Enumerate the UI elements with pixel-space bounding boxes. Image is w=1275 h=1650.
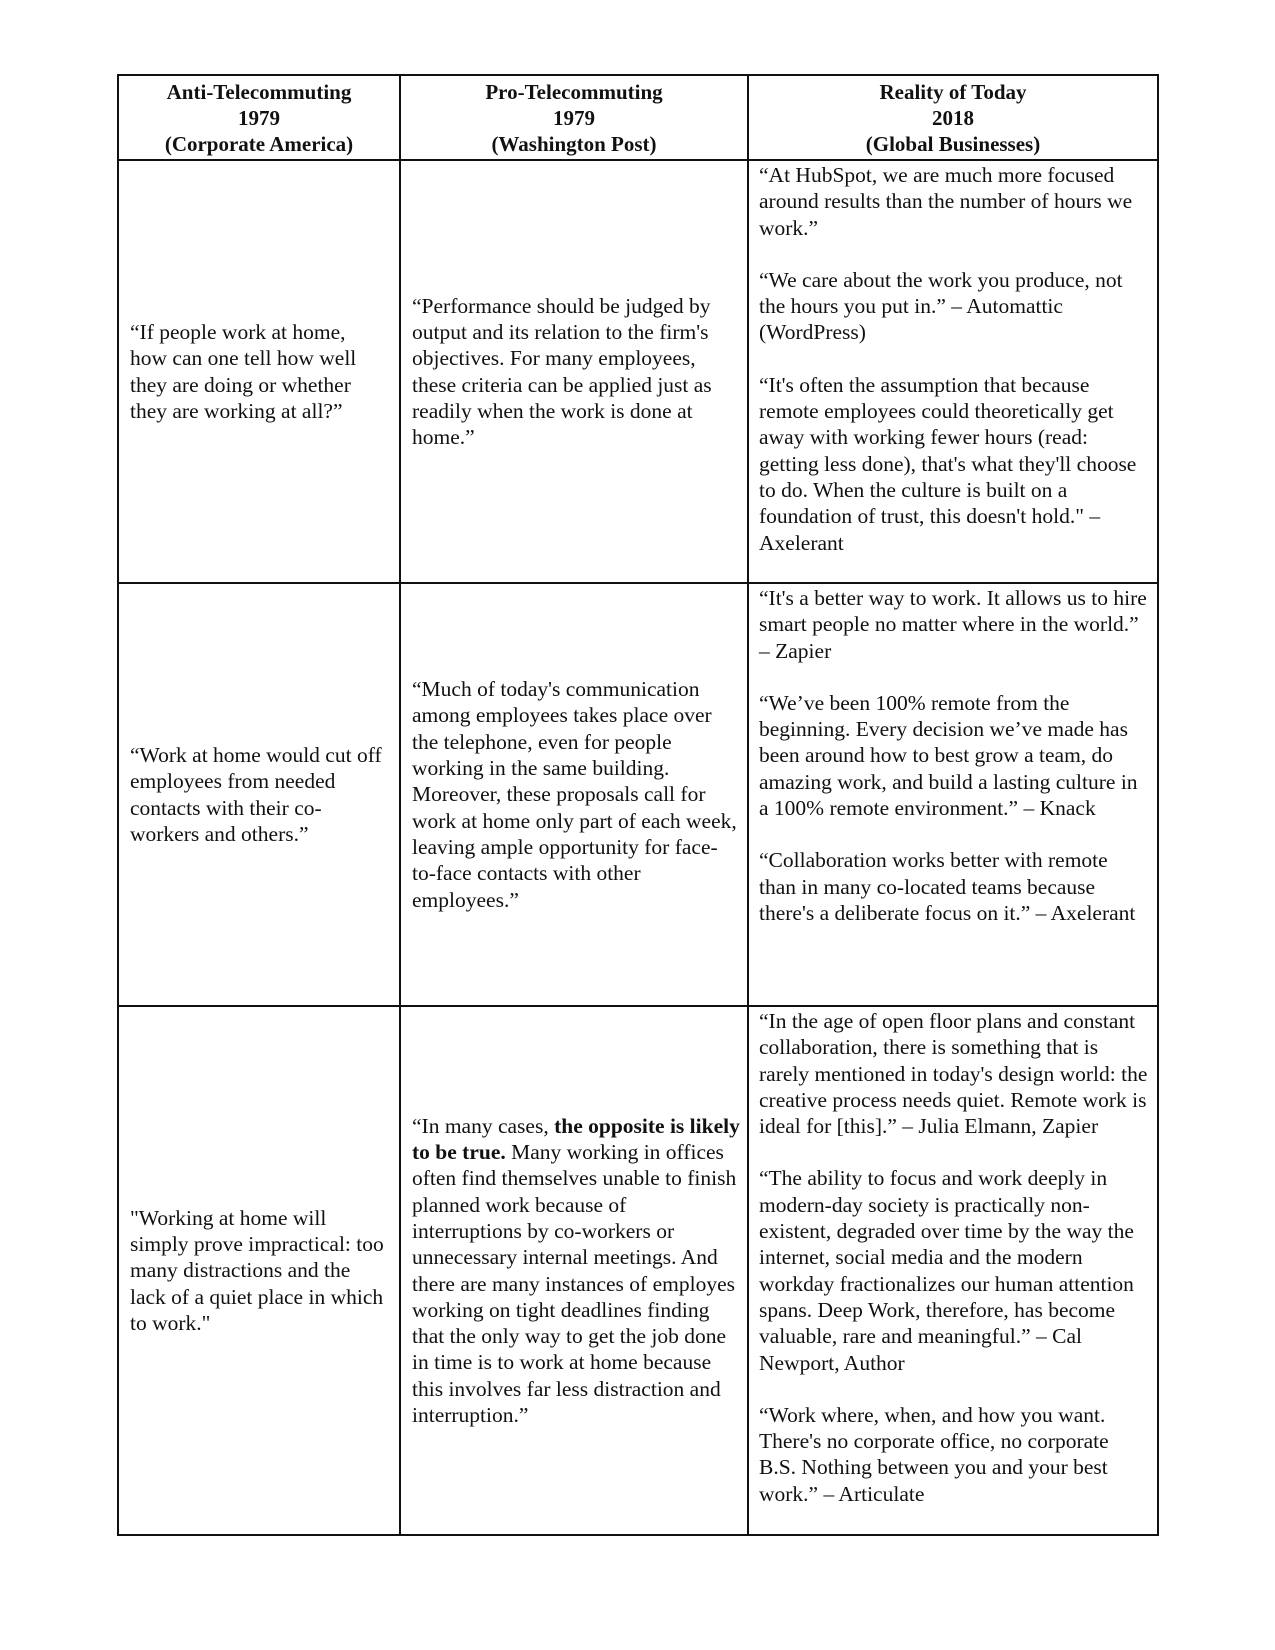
reality-quote: “We care about the work you produce, not the hours you put in.” – Automattic (WordPress) (759, 267, 1123, 345)
header-source: (Washington Post) (491, 132, 657, 156)
header-title: Pro-Telecommuting (485, 80, 663, 104)
header-pro-telecommuting (400, 75, 748, 160)
anti-quote: "Working at home will simply prove impractical: too many distractions and the lack of a quiet place in which to work." (130, 1205, 384, 1335)
reality-quote: “Collaboration works better with remote than in many co-located teams because there's a deliberate focus on it.” – Axelerant (759, 848, 1136, 925)
reality-quote: “It's a better way to work. It allows us to hire smart people no matter where in the world.” – Zapier (759, 586, 1147, 663)
header-year: 1979 (553, 106, 595, 130)
pro-quote-bold: the opposite is likely to be true. (412, 1113, 740, 1165)
table-row (118, 160, 1158, 583)
anti-quote-cell (118, 583, 400, 1006)
reality-quote: “Work where, when, and how you want. There's no corporate office, no corporate B.S. Nothing between you and your best work.” – Articulate (759, 1402, 1109, 1506)
anti-quote: “If people work at home, how can one tell how well they are doing or whether they are working at all?” (130, 319, 357, 423)
reality-quote: “In the age of open floor plans and constant collaboration, there is something that is rarely mentioned in today's design world: the creative process needs quiet. Remote work is ideal for [this].” – Julia Elmann, Zapier (759, 1009, 1148, 1139)
pro-quote-cell (400, 583, 748, 1006)
reality-quotes-cell (748, 583, 1158, 1006)
pro-quote: “Performance should be judged by output and its relation to the firm's objectives. For many employees, these criteria can be applied just as readily when the work is done at home.” (412, 293, 712, 450)
pro-quote-end: Many working in offices often find themselves unable to finish planned work because of interruptions by co-workers or unnecessary internal meetings. And there are many instances of employes working on tight deadlines finding that the only way to get the job done in time is to work at home because this involves far less distraction and interruption.” (412, 1140, 737, 1427)
reality-quote: “At HubSpot, we are much more focused around results than the number of hours we work.” (759, 163, 1133, 240)
header-anti-telecommuting (118, 75, 400, 160)
header-row (118, 75, 1158, 160)
pro-quote-cell (400, 160, 748, 583)
header-source: (Corporate America) (164, 132, 354, 156)
table-row (118, 583, 1158, 1006)
reality-quote: “It's often the assumption that because remote employees could theoretically get away with working fewer hours (read: getting less done), that's what they'll choose to do. When the culture is built on a foundation of trust, this doesn't hold." – Axelerant (759, 372, 1137, 555)
header-reality-of-today (748, 75, 1158, 160)
reality-quote: “The ability to focus and work deeply in modern-day society is practically non-existent, degraded over time by the way the internet, social media and the modern workday fractionalizes our human attention spans. Deep Work, therefore, has become valuable, rare and meaningful.” – Cal Newport, Author (759, 1166, 1134, 1375)
pro-quote-start: “In many cases, (412, 1113, 555, 1138)
header-title: Reality of Today (879, 80, 1027, 104)
anti-quote-cell (118, 160, 400, 583)
anti-quote: “Work at home would cut off employees from needed contacts with their co-workers and others.” (130, 742, 382, 846)
reality-quote: “We’ve been 100% remote from the beginning. Every decision we’ve made has been around how to best grow a team, do amazing work, and build a lasting culture in a 100% remote environment.” – Knack (759, 690, 1138, 821)
header-title: Anti-Telecommuting (166, 80, 352, 104)
pro-quote-cell (400, 1006, 748, 1535)
reality-quotes-cell (748, 160, 1158, 583)
header-source: (Global Businesses) (865, 132, 1041, 156)
anti-quote-cell (118, 1006, 400, 1535)
comparison-table (117, 74, 1159, 1536)
header-year: 2018 (932, 106, 974, 130)
pro-quote: “Much of today's communication among employees takes place over the telephone, even for people working in the same building. Moreover, these proposals call for work at home only part of each week, leaving ample opportunity for face-to-face contacts with other employees.” (412, 677, 737, 912)
table-row (118, 1006, 1158, 1535)
header-year: 1979 (238, 106, 280, 130)
reality-quotes-cell (748, 1006, 1158, 1535)
